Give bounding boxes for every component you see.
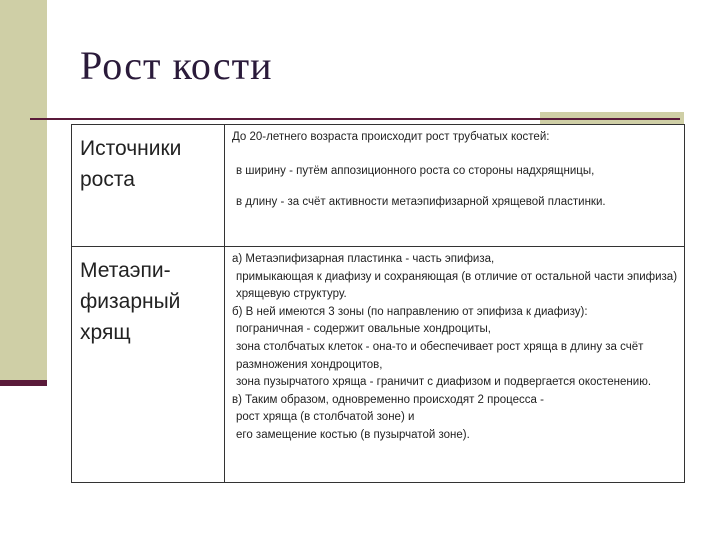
body-paragraph: в длину - за счёт активности метаэпифизарной хрящевой пластинки. bbox=[236, 196, 606, 209]
row-heading-cell bbox=[72, 247, 225, 483]
body-paragraph: До 20-летнего возраста происходит рост трубчатых костей: bbox=[232, 131, 550, 143]
body-paragraph: в) Таким образом, одновременно происходят 2 процесса - bbox=[232, 393, 544, 406]
slide-title: Рост кости bbox=[80, 43, 273, 88]
row-body-cell bbox=[225, 247, 685, 483]
body-paragraph: рост хряща (в столбчатой зоне) и bbox=[236, 411, 415, 424]
body-paragraph: зона столбчатых клеток - она-то и обеспечивает рост хряща в длину за счёт размножения хондроцитов, bbox=[236, 340, 644, 371]
body-paragraph: пограничная - содержит овальные хондроциты, bbox=[236, 323, 491, 336]
row-heading-line: хрящ bbox=[80, 321, 131, 344]
row-body-cell bbox=[225, 125, 685, 247]
body-paragraph: в ширину - путём аппозиционного роста со стороны надхрящницы, bbox=[236, 164, 595, 177]
row-heading-line: роста bbox=[80, 168, 135, 191]
row-body bbox=[225, 247, 684, 445]
row-heading-line: Метаэпи- bbox=[80, 259, 171, 282]
title-divider bbox=[30, 118, 680, 120]
row-heading-line: Источники bbox=[80, 137, 182, 160]
table-row bbox=[72, 247, 685, 483]
body-paragraph: а) Метаэпифизарная пластинка - часть эпифиза, bbox=[232, 253, 495, 265]
left-accent-bar bbox=[0, 0, 47, 380]
content-table bbox=[71, 124, 685, 483]
body-paragraph: б) В ней имеются 3 зоны (по направлению от эпифиза к диафизу): bbox=[232, 305, 588, 318]
left-accent-rule bbox=[0, 380, 47, 386]
body-paragraph: примыкающая к диафизу и сохраняющая (в отличие от остальной части эпифиза) хрящевую структуру. bbox=[236, 270, 678, 301]
row-heading bbox=[72, 247, 224, 348]
table-row bbox=[72, 125, 685, 247]
row-body bbox=[225, 125, 684, 212]
row-heading bbox=[72, 125, 224, 195]
body-paragraph: зона пузырчатого хряща - граничит с диафизом и подвергается окостенению. bbox=[236, 376, 652, 389]
body-paragraph: его замещение костью (в пузырчатой зоне). bbox=[236, 428, 470, 441]
row-heading-cell bbox=[72, 125, 225, 247]
row-heading-line: физарный bbox=[80, 290, 181, 313]
